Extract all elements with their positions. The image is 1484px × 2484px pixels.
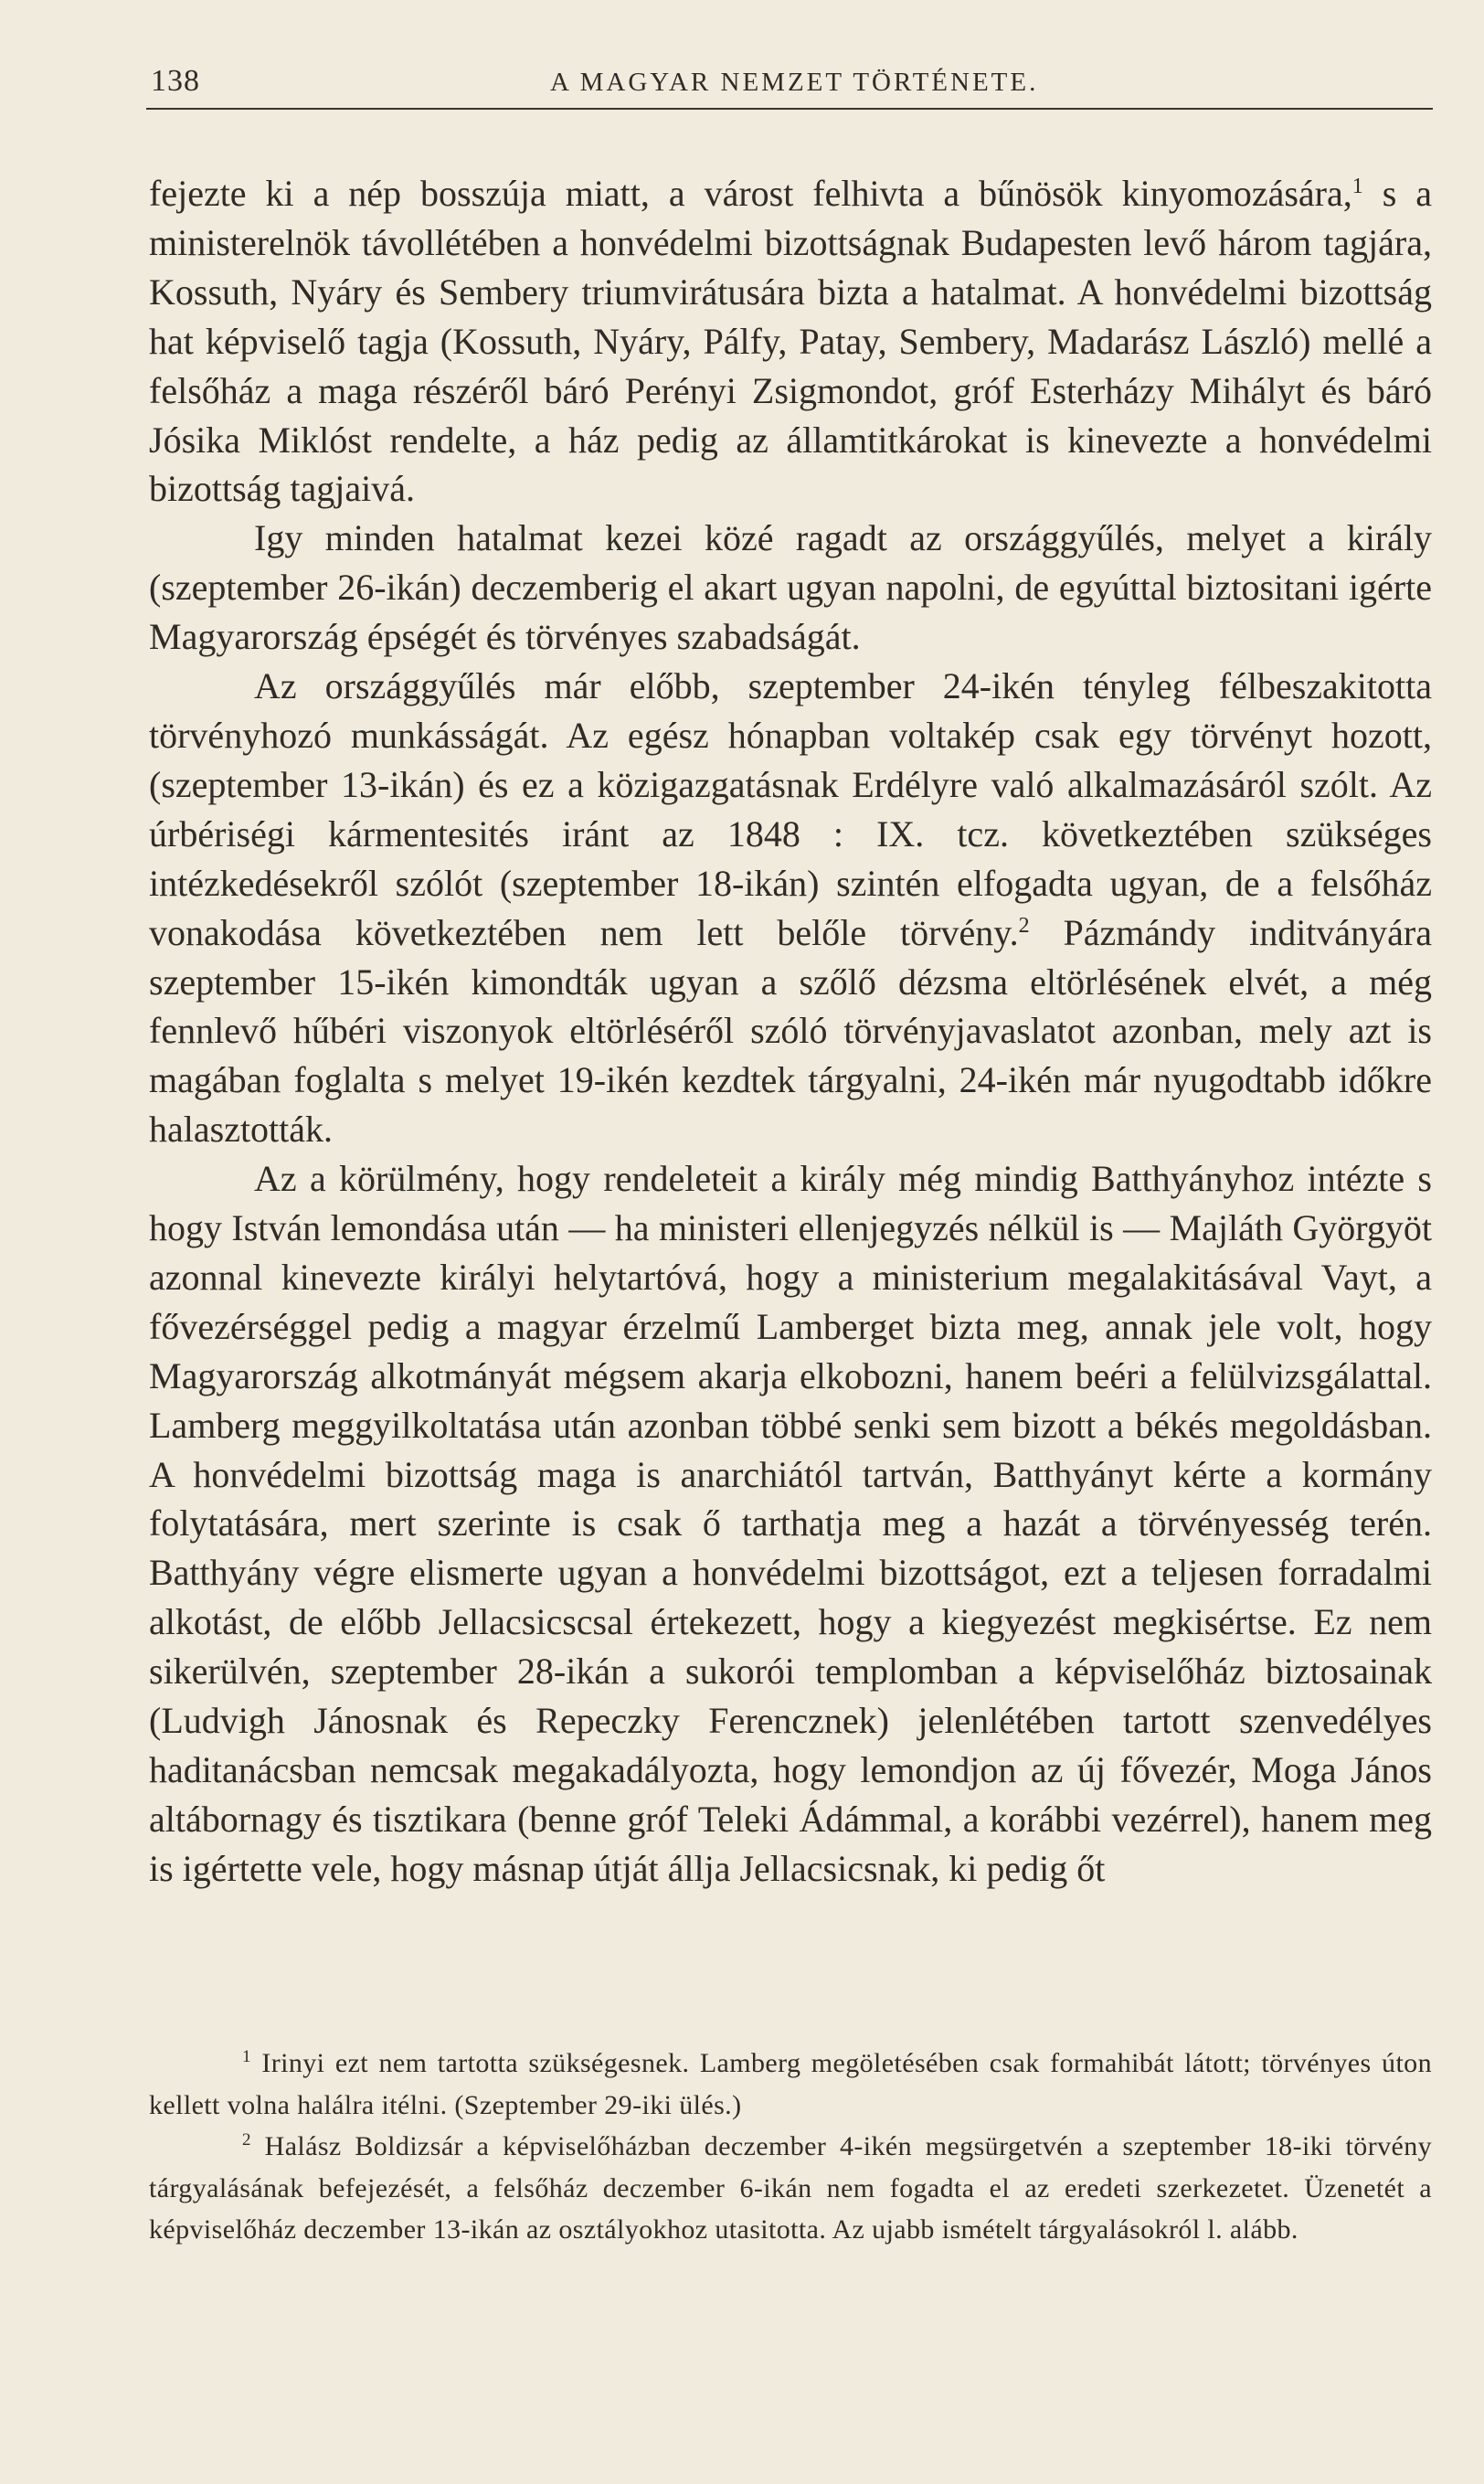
running-title: A MAGYAR NEMZET TÖRTÉNETE. xyxy=(550,68,1039,97)
footnote-marker: 2 xyxy=(242,2130,251,2150)
paragraph-text: Az országgyűlés már előbb, szeptember 24-ikén tényleg félbeszakitotta törvényhozó munkásságát. Az egész hónapban voltakép csak egy törvényt hozott, (szeptember 13-ikán) és ez a közigazgatásnak Erdélyre való alkalmazásáról szólt. Az úrbériségi kármentesités iránt az 1848 : IX. tcz. következtében szükséges intézkedésekről szólót (szeptember 18-ikán) szintén elfogadta ugyan, de a felsőház vonakodása következtében nem lett belőle törvény. xyxy=(149,665,1432,953)
footnote-2 xyxy=(149,2126,1432,2251)
paragraph-text: s a ministerelnök távollétében a honvédelmi bizottságnak Budapesten levő három tagjára, Kossuth, Nyáry és Sembery triumvirátusára bizta a hatalmat. A honvédelmi bizottság hat képviselő tagja (Kossuth, Nyáry, Pálfy, Patay, Sembery, Madarász László) mellé a felsőház a maga részéről báró Perényi Zsigmondot, gróf Esterházy Mihályt és báró Jósika Miklóst rendelte, a ház pedig az államtitkárokat is kinevezte a honvédelmi bizottság tagjaivá. xyxy=(149,173,1432,510)
paragraph-4 xyxy=(149,1154,1432,1894)
header-rule xyxy=(146,108,1433,110)
footnote-text: Irinyi ezt nem tartotta szükségesnek. Lamberg megöletésében csak formahibát látott; törvényes úton kellett volna halálra itélni. (Szeptember 29-iki ülés.) xyxy=(149,2048,1432,2120)
footnotes xyxy=(149,2043,1432,2251)
footnote-marker: 1 xyxy=(242,2047,251,2066)
paragraph-text: Pázmándy inditványára szeptember 15-ikén kimondták ugyan a szőlő dézsma eltörlésének elvét, a még fennlevő hűbéri viszonyok eltörléséről szóló törvényjavaslatot azonban, mely azt is magában foglalta s melyet 19-ikén kezdtek tárgyalni, 24-ikén már nyugodtabb időkre halasztották. xyxy=(149,911,1432,1151)
paragraph-text: fejezte ki a nép bosszúja miatt, a várost felhivta a bűnösök kinyomozására, xyxy=(149,173,1352,214)
footnote-1 xyxy=(149,2043,1432,2126)
paragraph-text: Igy minden hatalmat kezei közé ragadt az országgyűlés, melyet a király (szeptember 26-ikán) deczemberig el akart ugyan napolni, de egyúttal biztositani igérte Magyarország épségét és törvényes szabadságát. xyxy=(149,517,1432,658)
paragraph-3 xyxy=(149,662,1432,1154)
paragraph-text: Az a körülmény, hogy rendeleteit a király még mindig Batthyányhoz intézte s hogy István lemondása után — ha ministeri ellenjegyzés nélkül is — Majláth Györgyöt azonnal kinevezte királyi helytartóvá, hogy a ministerium megalakitásával Vayt, a fővezérséggel pedig a magyar érzelmű Lamberget bizta meg, annak jele volt, hogy Magyarország alkotmányát mégsem akarja elkobozni, hanem beéri a felülvizsgálattal. Lamberg meggyilkoltatása után azonban többé senki sem bizott a békés megoldásban. A honvédelmi bizottság maga is anarchiától tartván, Batthyányt kérte a kormány folytatására, mert szerinte is csak ő tarthatja meg a hazát a törvényesség terén. Batthyány végre elismerte ugyan a honvédelmi bizottságot, ezt a teljesen forradalmi alkotást, de előbb Jellacsicscsal értekezett, hogy a kiegyezést megkisértse. Ez nem sikerülvén, szeptember 28-ikán a sukorói templomban a képviselőház biztosainak (Ludvigh Jánosnak és Repeczky Ferencznek) jelenlétében tartott szenvedélyes haditanácsban nemcsak megakadályozta, hogy lemondjon az új fővezér, Moga János altábornagy és tisztikara (benne gróf Teleki Ádámmal, a korábbi vezérrel), hanem meg is igértette vele, hogy másnap útját állja Jellacsicsnak, ki pedig őt xyxy=(149,1158,1432,1889)
footnote-reference[interactable]: 1 xyxy=(1352,175,1363,198)
footnote-text: Halász Boldizsár a képviselőházban deczember 4-ikén megsürgetvén a szeptember 18-iki törvény tárgyalásának befejezését, a felsőház deczember 6-ikán nem fogadta el az eredeti szerkezetet. Üzenetét a képviselőház deczember 13-ikán az osztályokhoz utasitotta. Az ujabb ismételt tárgyalásokról l. alább. xyxy=(149,2131,1432,2245)
running-head xyxy=(151,55,1430,110)
main-text xyxy=(149,169,1432,1894)
paragraph-2 xyxy=(149,514,1432,662)
paragraph-1 xyxy=(149,169,1432,514)
page-number: 138 xyxy=(151,64,200,98)
footnote-reference[interactable]: 2 xyxy=(1018,913,1030,938)
